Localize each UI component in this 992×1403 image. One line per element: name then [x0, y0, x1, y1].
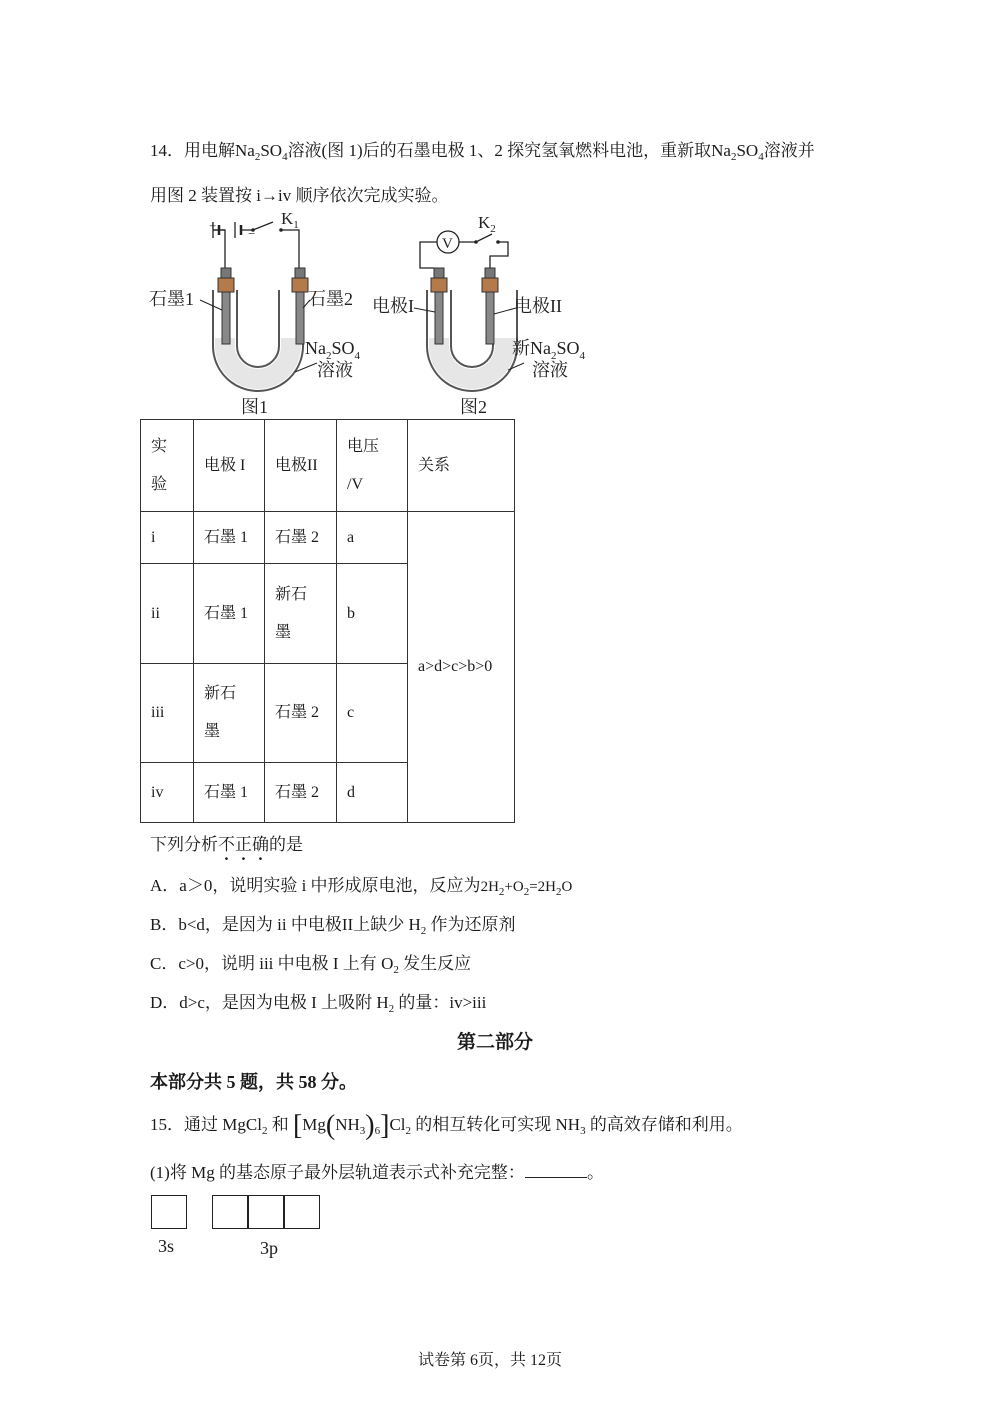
option-a[interactable]: A．a＞0，说明实验 i 中形成原电池，反应为$2H_2+O_2=2H_2O$	[150, 876, 573, 898]
orbital-3p-label: 3p	[260, 1238, 278, 1258]
electrode-1-label: 电极I	[372, 296, 414, 316]
svg-text:溶液: 溶液	[317, 360, 353, 380]
part-two-subtitle: 本部分共 5 题，共 58 分。	[150, 1072, 357, 1092]
relation-cell: a>d>c>b>0	[408, 512, 515, 823]
switch-k1-label: $K_1$	[281, 209, 299, 231]
page-footer: 试卷第 6页，共 12页	[418, 1352, 563, 1369]
q14-line1: 14．用电解$Na_2SO_4$溶液(图 1)后的石墨电极 1、2 探究氢氧燃料电池，重新取$Na_2SO_4$溶液并	[150, 141, 815, 163]
q14-number: 14．	[150, 141, 184, 160]
orbital-3s-box[interactable]	[151, 1195, 187, 1229]
question-prompt: 下列分析不正确的是	[150, 835, 303, 854]
figure-1-electrolysis	[145, 208, 375, 420]
figure-2-caption: 图2	[460, 397, 487, 417]
plus-sign: +	[209, 218, 217, 233]
table-row: i 石墨 1 石墨 2 a a>d>c>b>0	[141, 512, 515, 564]
q15-sub-question-1: (1)将 Mg 的基态原子最外层轨道表示式补充完整： 。	[150, 1163, 604, 1182]
experiment-table	[140, 419, 515, 823]
part-two-title: 第二部分	[457, 1032, 534, 1053]
orbital-3s-label: 3s	[158, 1236, 175, 1256]
figure-1-caption: 图1	[241, 397, 268, 417]
graphite-2-label: 石墨2	[308, 289, 353, 309]
figure-2-fuel-cell	[368, 208, 598, 420]
q14-line2: 用图 2 装置按 i→iv 顺序依次完成实验。	[150, 186, 449, 205]
minus-sign: −	[248, 226, 256, 241]
option-c[interactable]: C．c>0，说明 iii 中电极 I 上有 $O_2$ 发生反应	[150, 954, 472, 976]
electrode-2-label: 电极II	[514, 296, 562, 316]
new-solution-label: 新$Na_2SO_4$	[512, 338, 586, 362]
graphite-1-label: 石墨1	[149, 289, 194, 309]
q15-stem: 15．通过 MgCl$_2$ 和 $[Mg(NH_3)_6]Cl_2$ 的相互转化可实现 $NH_3$ 的高效存储和利用。	[150, 1110, 743, 1141]
table-row: iii 新石 墨 石墨 2 c	[141, 664, 515, 763]
table-row: ii 石墨 1 新石 墨 b	[141, 564, 515, 664]
option-d[interactable]: D．d>c，是因为电极 I 上吸附 $H_2$ 的量：iv>iii	[150, 993, 487, 1015]
table-row: iv 石墨 1 石墨 2 d	[141, 763, 515, 823]
orbital-3p-box-1[interactable]	[212, 1195, 248, 1229]
voltmeter-icon: V	[442, 236, 453, 252]
option-b[interactable]: B．b<d，是因为 ii 中电极II上缺少 $H_2$ 作为还原剂	[150, 915, 516, 937]
switch-k2-label: $K_2$	[478, 213, 496, 235]
table-header-row: 实 验 电极 I 电极II 电压 /V 关系	[141, 420, 515, 512]
orbital-3p-box-3[interactable]	[284, 1195, 320, 1229]
answer-blank[interactable]	[525, 1163, 587, 1178]
svg-text:溶液: 溶液	[532, 360, 568, 380]
orbital-3p-box-2[interactable]	[248, 1195, 284, 1229]
solution-label-1: $Na_2SO_4$	[305, 338, 361, 362]
